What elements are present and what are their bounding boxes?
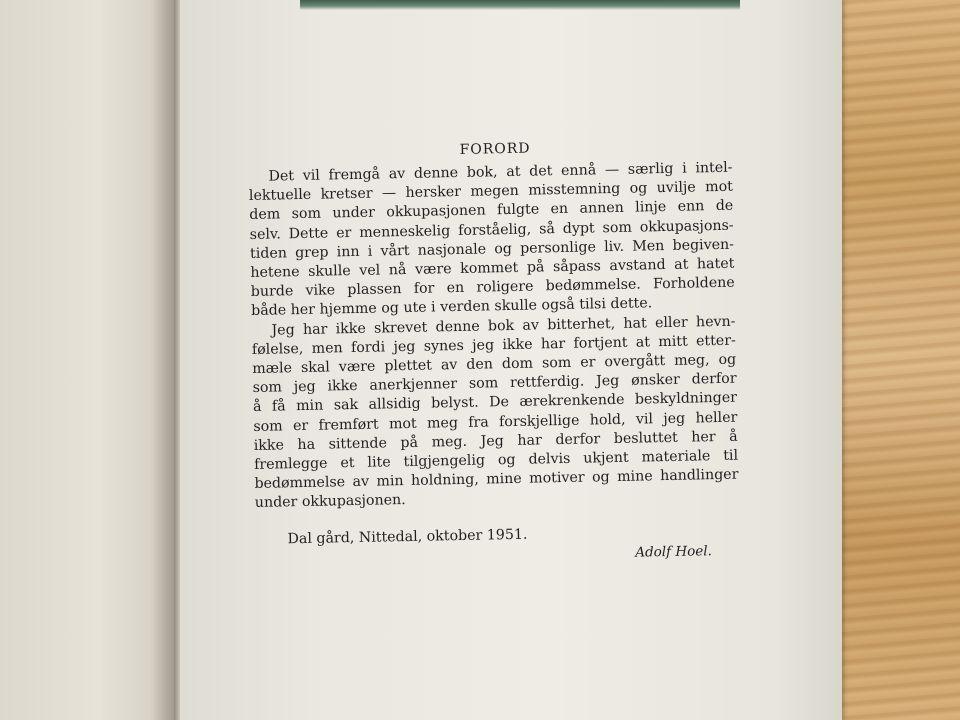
- text-line: tiden grep inn i vårt nasjonale og personlige liv. Men begiven-: [249, 236, 735, 262]
- text-line: ikke ha sittende på meg. Jeg har derfor besluttet her å: [253, 428, 738, 454]
- author-signature: Adolf Hoel.: [635, 542, 713, 561]
- text-line: mæle skal være plettet av den dom som er overgått meg, og: [252, 351, 737, 377]
- text-line: Det vil fremgå av denne bok, at det ennå — særlig i intel-: [268, 159, 733, 185]
- foreword-text: [248, 137, 740, 568]
- wooden-table: [840, 0, 960, 720]
- text-line: som er fremført mot meg fra forskjellige hold, vil jeg heller: [253, 409, 738, 435]
- book-gutter: [174, 0, 180, 720]
- text-line: dem som under okkupasjonen fulgte en annen linje enn de: [249, 198, 734, 224]
- paragraph-2: [251, 312, 739, 513]
- text-line: fremlegge et lite tilgjengelig og delvis ukjent materiale til: [253, 447, 739, 473]
- left-page: [0, 0, 180, 720]
- book-cover-edge: [300, 0, 740, 10]
- foreword-heading: FORORD: [459, 140, 531, 158]
- text-line: bedømmelse av min holdning, mine motiver og mine handlinger: [254, 466, 739, 493]
- text-line: å få min sak allsidig belyst. De ærekrenkende beskyldninger: [252, 390, 738, 416]
- place-date: Dal gård, Nittedal, oktober 1951.: [287, 526, 528, 547]
- text-line: burde vike plassen for en roligere bedømmelse. Forholdene: [250, 274, 735, 301]
- paragraph-1: [248, 159, 735, 322]
- text-line: Jeg har ikke skrevet denne bok av bitterhet, hat eller hevn-: [271, 313, 736, 339]
- text-line: følelse, men fordi jeg synes jeg ikke har fortjent at mitt etter-: [251, 332, 736, 358]
- text-line: som jeg ikke anerkjenner som rettferdig. Jeg ønsker derfor: [252, 370, 737, 397]
- text-line: under okkupasjonen.: [254, 492, 406, 512]
- text-line: selv. Dette er menneskelig forståelig, så dypt som okkupasjons-: [249, 217, 734, 243]
- text-line: hetene skulle vel nå være kommet på såpass avstand at hatet: [250, 255, 735, 281]
- text-line: lektuelle kretser — hersker megen misstemning og uvilje mot: [248, 178, 734, 205]
- text-line: både her hjemme og ute i verden skulle også tilsi dette.: [251, 295, 653, 320]
